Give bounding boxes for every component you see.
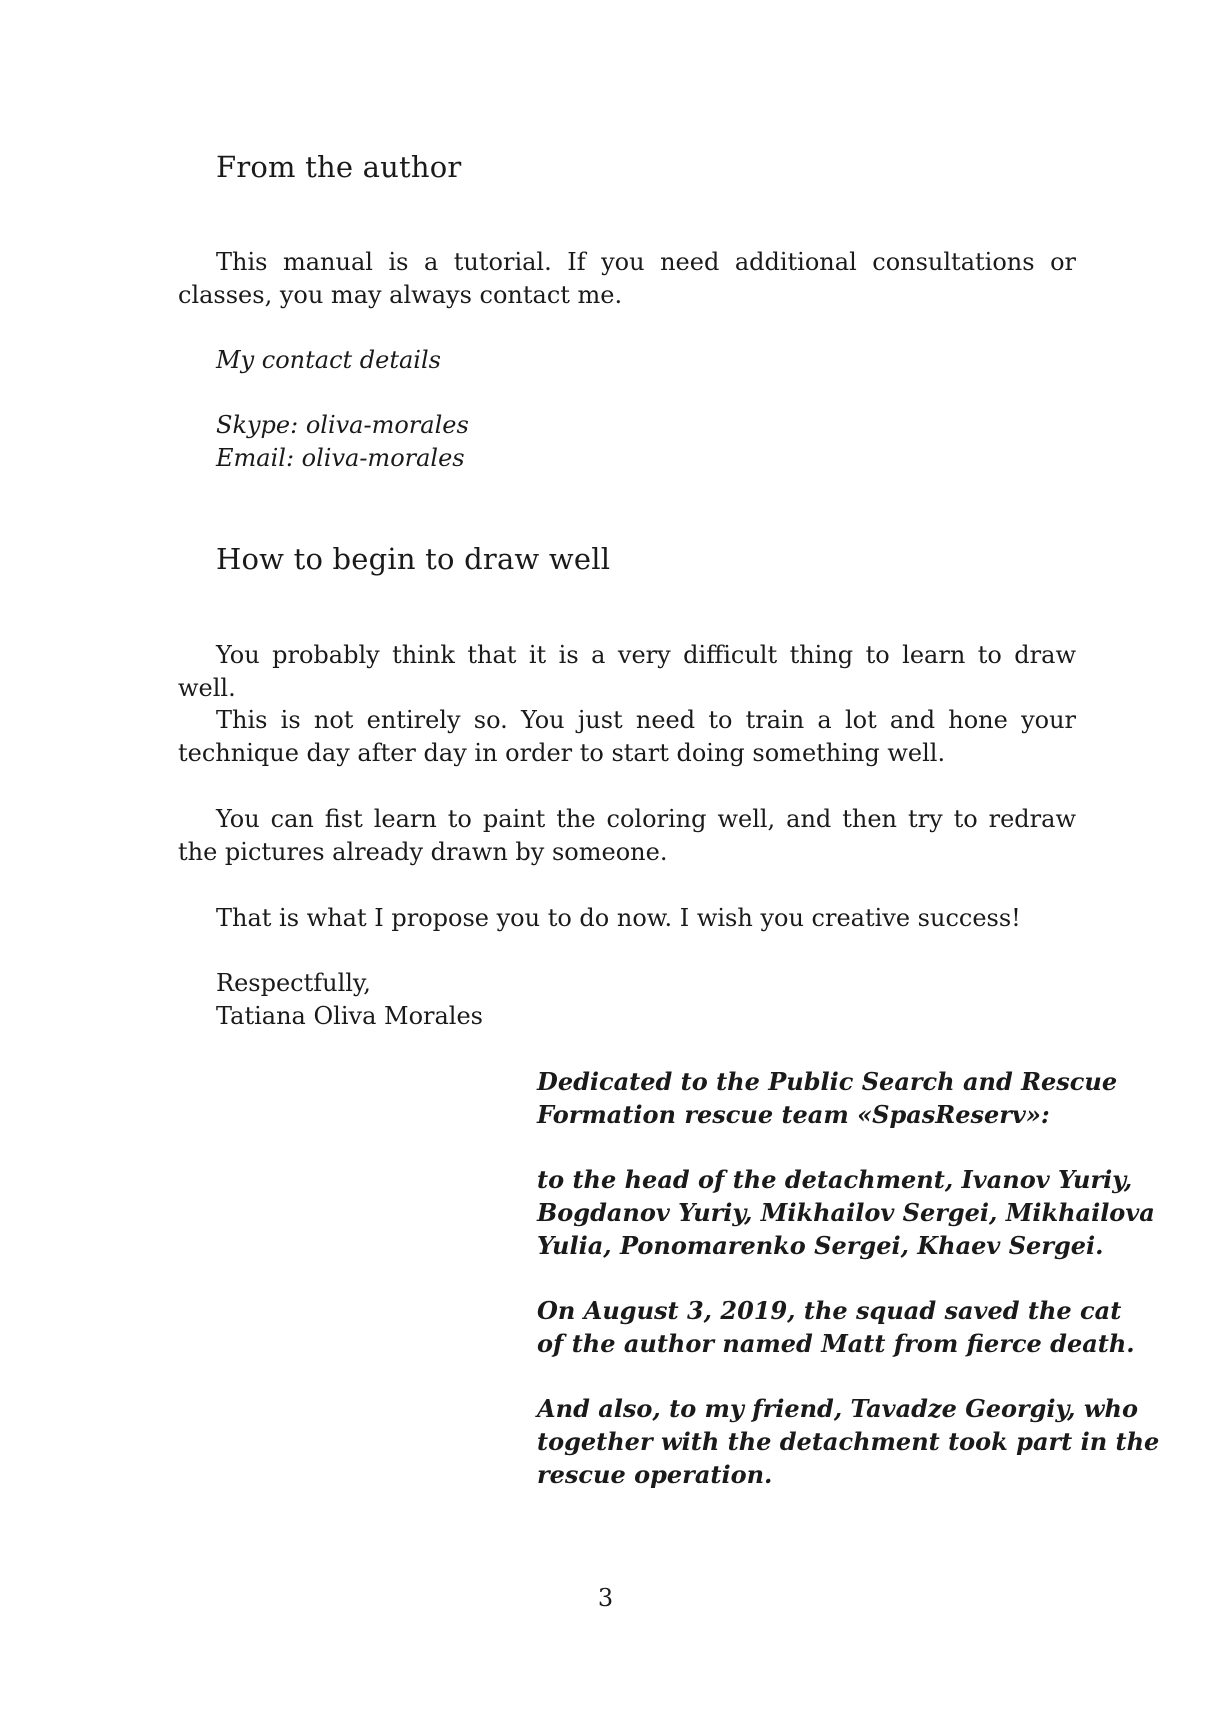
dedication-line: Dedicated to the Public Search and Rescue bbox=[537, 1067, 1118, 1096]
body-paragraph-4: That is what I propose you to do now. I wish you creative success! bbox=[216, 904, 1021, 932]
contact-skype: Skype: oliva-morales bbox=[216, 411, 469, 439]
dedication-line: rescue operation. bbox=[537, 1460, 773, 1489]
dedication-line: to the head of the detachment, Ivanov Yuriy, bbox=[537, 1165, 1133, 1194]
dedication-line: Formation rescue team «SpasReserv»: bbox=[537, 1100, 1050, 1129]
body-paragraph-1: You probably think that it is a very difficult thing to learn to draw well. bbox=[178, 641, 1076, 702]
body-paragraph-3: You can fist learn to paint the coloring well, and then try to redraw the pictures already drawn by someone. bbox=[178, 805, 1076, 866]
dedication-friend bbox=[537, 1392, 1160, 1491]
contact-email: Email: oliva-morales bbox=[216, 444, 465, 472]
section-heading-how-to-draw: How to begin to draw well bbox=[216, 542, 611, 576]
dedication-line: together with the detachment took part in the bbox=[537, 1427, 1160, 1456]
contact-details-title: My contact details bbox=[216, 346, 441, 374]
dedication-line: And also, to my friend, Tavadze Georgiy, who bbox=[537, 1394, 1138, 1423]
dedication-block bbox=[537, 1065, 1118, 1131]
section-heading-from-author: From the author bbox=[216, 150, 462, 184]
dedication-line: Yulia, Ponomarenko Sergei, Khaev Sergei. bbox=[537, 1231, 1104, 1260]
dedication-line: On August 3, 2019, the squad saved the cat bbox=[537, 1296, 1122, 1325]
dedication-line: of the author named Matt from fierce death. bbox=[537, 1329, 1135, 1358]
author-signature: Tatiana Oliva Morales bbox=[216, 1002, 483, 1030]
body-paragraph-2: This is not entirely so. You just need to train a lot and hone your technique day after day in order to start doing something well. bbox=[178, 706, 1076, 767]
intro-paragraph: This manual is a tutorial. If you need additional consultations or classes, you may always contact me. bbox=[178, 248, 1076, 309]
page-number: 3 bbox=[597, 1584, 614, 1612]
dedication-team-members bbox=[537, 1163, 1155, 1262]
dedication-rescue-story bbox=[537, 1294, 1135, 1360]
closing-line: Respectfully, bbox=[216, 969, 371, 997]
dedication-line: Bogdanov Yuriy, Mikhailov Sergei, Mikhailova bbox=[537, 1198, 1155, 1227]
